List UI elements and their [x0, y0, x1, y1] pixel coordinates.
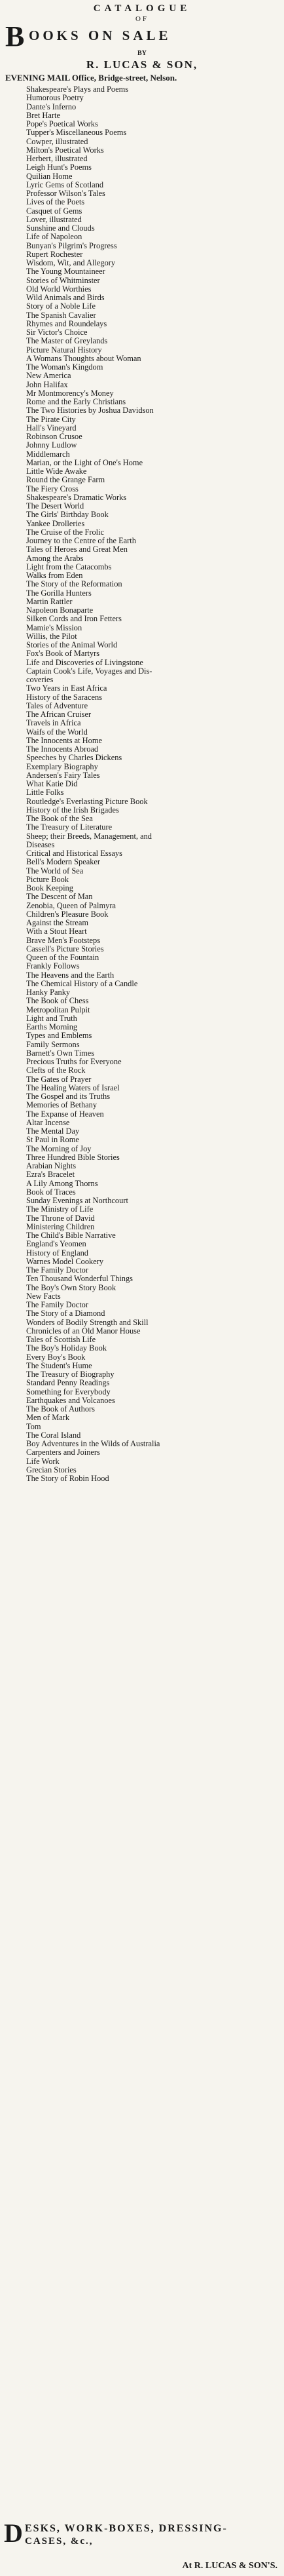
- footer-advert: [4, 2518, 280, 2571]
- book-list-item: Yankee Drolleries: [26, 519, 85, 528]
- book-list-item: Wonders of Bodily Strength and Skill: [26, 1318, 149, 1327]
- book-list-item: Casquet of Gems: [26, 206, 82, 216]
- book-list-item: The African Cruiser: [26, 710, 92, 719]
- book-list-item: St Paul in Rome: [26, 1136, 79, 1145]
- book-list-item: Boy Adventures in the Wilds of Australia: [26, 1440, 160, 1448]
- book-list-item: A Womans Thoughts about Woman: [26, 354, 141, 363]
- footer-line-2: CASES, &c.,: [25, 2536, 94, 2547]
- book-list-item: Captain Cook's Life, Voyages and Dis-: [26, 666, 152, 676]
- book-list-item: A Lily Among Thorns: [26, 1179, 98, 1188]
- book-list-item: The Pirate City: [26, 415, 76, 424]
- title-drop-cap: B: [5, 20, 25, 52]
- book-list-item: The Spanish Cavalier: [26, 311, 96, 320]
- book-list-item: The Story of the Reformation: [26, 580, 122, 589]
- book-list-item: The Heavens and the Earth: [26, 971, 115, 980]
- book-list-item: Middlemarch: [26, 450, 70, 459]
- book-list-item: Tom: [26, 1422, 41, 1431]
- book-list-item: Sunday Evenings at Northcourt: [26, 1197, 128, 1205]
- book-list-item: The Fiery Cross: [26, 484, 79, 493]
- book-list-item: Book of Traces: [26, 1187, 76, 1197]
- seller-address: EVENING MAIL Office, Bridge-street, Nelson.: [5, 73, 177, 83]
- title-rest: OOKS ON SALE: [29, 28, 171, 43]
- book-list-item: Rome and the Early Christians: [26, 398, 126, 406]
- book-list-item: Standard Penny Readings: [26, 1379, 110, 1388]
- book-list-item: Ten Thousand Wonderful Things: [26, 1275, 133, 1284]
- book-list-item: Dante's Inferno: [26, 102, 77, 111]
- book-list-item: The Treasury of Literature: [26, 823, 113, 832]
- book-list-item: The Innocents at Home: [26, 736, 102, 745]
- book-list-item: The Desert World: [26, 502, 84, 510]
- book-list-item: Leigh Hunt's Poems: [26, 163, 92, 172]
- book-list-item: The Student's Hume: [26, 1361, 92, 1370]
- book-list-item: Family Sermons: [26, 1040, 80, 1049]
- book-list-item: Types and Emblems: [26, 1031, 92, 1041]
- book-list-item: The Story of a Diamond: [26, 1309, 105, 1318]
- book-list-item: The Cruise of the Frolic: [26, 528, 105, 537]
- book-list-item: Light and Truth: [26, 1014, 77, 1023]
- book-list-item: Professor Wilson's Tales: [26, 189, 105, 198]
- book-list-item: Travels in Africa: [26, 719, 81, 728]
- book-list-item: Zenobia, Queen of Palmyra: [26, 901, 116, 910]
- book-list-item: Grecian Stories: [26, 1465, 77, 1474]
- book-list-item: Two Years in East Africa: [26, 684, 107, 693]
- of-line: OF: [135, 15, 149, 23]
- footer-line-1: ESKS, WORK-BOXES, DRESSING-: [25, 2523, 228, 2534]
- book-list-item: Clefts of the Rock: [26, 1066, 86, 1075]
- book-list-item: The Girls' Birthday Book: [26, 510, 109, 520]
- book-list-item: Children's Pleasure Book: [26, 910, 109, 919]
- seller-name: R. LUCAS & SON,: [86, 58, 198, 71]
- book-list-item: The Story of Robin Hood: [26, 1474, 109, 1483]
- book-list-item: The Master of Greylands: [26, 337, 108, 346]
- book-list-item: Johnny Ludlow: [26, 441, 77, 450]
- book-list-item: Fox's Book of Martyrs: [26, 649, 100, 659]
- book-list-item: Carpenters and Joiners: [26, 1448, 100, 1457]
- book-list-item: Quilian Home: [26, 172, 73, 181]
- book-list-item: Barnett's Own Times: [26, 1048, 95, 1058]
- book-list-item: Brave Men's Footsteps: [26, 936, 101, 945]
- book-list-item: Critical and Historical Essays: [26, 849, 122, 858]
- book-list-item: The Chemical History of a Candle: [26, 979, 138, 988]
- book-list-item: Sir Victor's Choice: [26, 328, 88, 337]
- book-list-item: The Healing Waters of Israel: [26, 1083, 120, 1092]
- book-list-item: Picture Natural History: [26, 345, 102, 355]
- catalogue-heading: CATALOGUE: [93, 3, 191, 14]
- book-list-item: Lyric Gems of Scotland: [26, 180, 104, 189]
- book-list-item: Every Boy's Book: [26, 1353, 86, 1362]
- book-list-item: Round the Grange Farm: [26, 476, 105, 485]
- book-list-item: Journey to the Centre of the Earth: [26, 537, 136, 545]
- book-list-item: Tales of Heroes and Great Men: [26, 545, 128, 554]
- book-list-item: The Expanse of Heaven: [26, 1109, 104, 1119]
- book-list-item: Little Wide Awake: [26, 467, 87, 476]
- book-list-item: England's Yeomen: [26, 1240, 86, 1249]
- book-list-item: Napoleon Bonaparte: [26, 606, 94, 615]
- book-list-item: The Boy's Own Story Book: [26, 1283, 116, 1292]
- book-list-item: Andersen's Fairy Tales: [26, 771, 100, 780]
- book-list-item: The Family Doctor: [26, 1266, 88, 1275]
- book-list-item: What Katie Did: [26, 780, 78, 788]
- book-list-item: John Halifax: [26, 380, 68, 389]
- book-list-item: The Ministry of Life: [26, 1205, 94, 1214]
- book-list-item: Lives of the Poets: [26, 198, 85, 207]
- book-list-item: History of the Irish Brigades: [26, 805, 119, 815]
- footer-drop-cap: D: [4, 2518, 23, 2548]
- book-list-item: Stories of the Animal World: [26, 641, 118, 649]
- book-list-item: The Book of the Sea: [26, 815, 93, 823]
- book-list-item: Metropolitan Pulpit: [26, 1005, 90, 1014]
- book-list-item: Milton's Poetical Works: [26, 145, 104, 155]
- book-list-item: The World of Sea: [26, 866, 84, 875]
- book-list-item: Little Folks: [26, 788, 64, 798]
- book-list-item: Book Keeping: [26, 884, 73, 893]
- book-list-item: Three Hundred Bible Stories: [26, 1153, 120, 1162]
- book-list-item: The Throne of David: [26, 1214, 95, 1223]
- book-list-item: New America: [26, 372, 71, 381]
- book-list-item: Precious Truths for Everyone: [26, 1058, 122, 1066]
- book-list-item: The Descent of Man: [26, 893, 93, 902]
- book-list-item: With a Stout Heart: [26, 927, 87, 936]
- book-list-item: Ezra's Bracelet: [26, 1170, 75, 1180]
- book-list-item: Shakespeare's Dramatic Works: [26, 493, 127, 502]
- book-list-item: The Coral Island: [26, 1431, 81, 1440]
- book-list-item: Hall's Vineyard: [26, 423, 77, 433]
- book-list-item: Walks from Eden: [26, 571, 83, 580]
- book-list-item: Bunyan's Pilgrim's Progress: [26, 241, 117, 250]
- book-list-item: Men of Mark: [26, 1413, 70, 1423]
- book-list-item: Marian, or the Light of One's Home: [26, 458, 143, 467]
- book-list-item: The Child's Bible Narrative: [26, 1231, 116, 1240]
- book-list-item: Wild Animals and Birds: [26, 294, 105, 302]
- book-list-item: The Gorilla Hunters: [26, 588, 92, 598]
- book-list-item: Earths Morning: [26, 1023, 78, 1031]
- book-list-item: Life and Discoveries of Livingstone: [26, 658, 143, 667]
- book-list-item: The Book of Authors: [26, 1405, 95, 1413]
- book-list-item: Herbert, illustrated: [26, 155, 88, 163]
- book-list-item: Earthquakes and Volcanoes: [26, 1396, 115, 1405]
- book-list-item: Old World Worthies: [26, 284, 92, 294]
- book-list-item: Cassell's Picture Stories: [26, 944, 104, 953]
- book-list-item: Bell's Modern Speaker: [26, 858, 101, 867]
- book-list-item: Chronicles of an Old Manor House: [26, 1326, 141, 1336]
- book-list-item: The Mental Day: [26, 1127, 80, 1136]
- book-list-item: Memories of Bethany: [26, 1101, 98, 1110]
- book-list-item: Frankly Follows: [26, 962, 80, 971]
- book-list-item: The Gates of Prayer: [26, 1075, 92, 1084]
- book-list-item: Arabian Nights: [26, 1162, 77, 1170]
- book-list-item: Mamie's Mission: [26, 623, 82, 632]
- book-list-item: Tales of Adventure: [26, 701, 88, 710]
- book-list-item: Pope's Poetical Works: [26, 120, 98, 128]
- book-list-item: Cowper, illustrated: [26, 137, 88, 146]
- book-list-item: The Gospel and its Truths: [26, 1092, 111, 1101]
- book-list-item: Rhymes and Roundelays: [26, 319, 107, 328]
- book-list-item: Rupert Rochester: [26, 250, 83, 259]
- book-list-item: The Book of Chess: [26, 997, 89, 1006]
- book-list-item: New Facts: [26, 1292, 61, 1301]
- book-list-item: The Boy's Holiday Book: [26, 1344, 107, 1353]
- book-list-item: Exemplary Biography: [26, 762, 98, 771]
- book-list-item: History of England: [26, 1248, 88, 1258]
- book-list-item: Silken Cords and Iron Fetters: [26, 615, 122, 624]
- book-list-item: Mr Montmorency's Money: [26, 389, 114, 398]
- book-list-item: Tales of Scottish Life: [26, 1336, 96, 1344]
- book-list-item: The Morning of Joy: [26, 1144, 92, 1153]
- book-list-item: Lover, illustrated: [26, 215, 82, 224]
- book-list-item: The Two Histories by Joshua Davidson: [26, 406, 154, 415]
- book-list-item: coveries: [26, 676, 54, 684]
- book-list-item: The Treasury of Biography: [26, 1370, 115, 1379]
- book-list-item: Tupper's Miscellaneous Poems: [26, 128, 127, 138]
- book-list-item: Sheep; their Breeds, Management, and: [26, 832, 152, 841]
- book-list-item: Humorous Poetry: [26, 94, 84, 103]
- book-list-item: Picture Book: [26, 875, 69, 884]
- book-list-item: Queen of the Fountain: [26, 953, 99, 962]
- book-list-item: Routledge's Everlasting Picture Book: [26, 797, 148, 806]
- book-list-item: Something for Everybody: [26, 1387, 111, 1396]
- book-list-item: Stories of Whitminster: [26, 276, 100, 285]
- book-list-item: Speeches by Charles Dickens: [26, 754, 122, 763]
- book-list-item: Martin Rattler: [26, 597, 73, 606]
- book-list-item: Ministering Children: [26, 1222, 95, 1231]
- book-list-item: Warnes Model Cookery: [26, 1257, 104, 1266]
- book-list-item: Story of a Noble Life: [26, 302, 96, 311]
- book-list-item: Among the Arabs: [26, 554, 84, 563]
- footer-seller: At R. LUCAS & SON'S.: [182, 2561, 277, 2571]
- book-list-item: Against the Stream: [26, 919, 88, 927]
- book-list-item: Shakespeare's Plays and Poems: [26, 85, 129, 94]
- book-list-item: The Woman's Kingdom: [26, 363, 103, 372]
- book-list-item: Sunshine and Clouds: [26, 224, 95, 233]
- book-list-item: History of the Saracens: [26, 693, 102, 702]
- book-list-item: The Young Mountaineer: [26, 267, 105, 277]
- book-list-item: Life of Napoleon: [26, 233, 82, 242]
- book-list-item: Willis, the Pilot: [26, 632, 77, 641]
- book-list-item: The Family Doctor: [26, 1301, 88, 1309]
- book-list-item: Bret Harte: [26, 111, 60, 120]
- book-list-item: Waifs of the World: [26, 727, 88, 737]
- by-line: BY: [137, 50, 147, 57]
- title-block: [4, 20, 280, 52]
- book-list-item: Light from the Catacombs: [26, 562, 112, 571]
- book-list-item: Robinson Crusoe: [26, 433, 82, 441]
- book-list-item: Altar Incense: [26, 1118, 70, 1127]
- book-list-item: The Innocents Abroad: [26, 745, 99, 754]
- book-list-item: Diseases: [26, 840, 55, 849]
- book-list-item: Hanky Panky: [26, 988, 71, 997]
- book-list-item: Wisdom, Wit, and Allegory: [26, 259, 116, 267]
- book-list: [4, 85, 280, 1483]
- book-list-item: Life Work: [26, 1457, 60, 1466]
- footer-title: [4, 2518, 280, 2549]
